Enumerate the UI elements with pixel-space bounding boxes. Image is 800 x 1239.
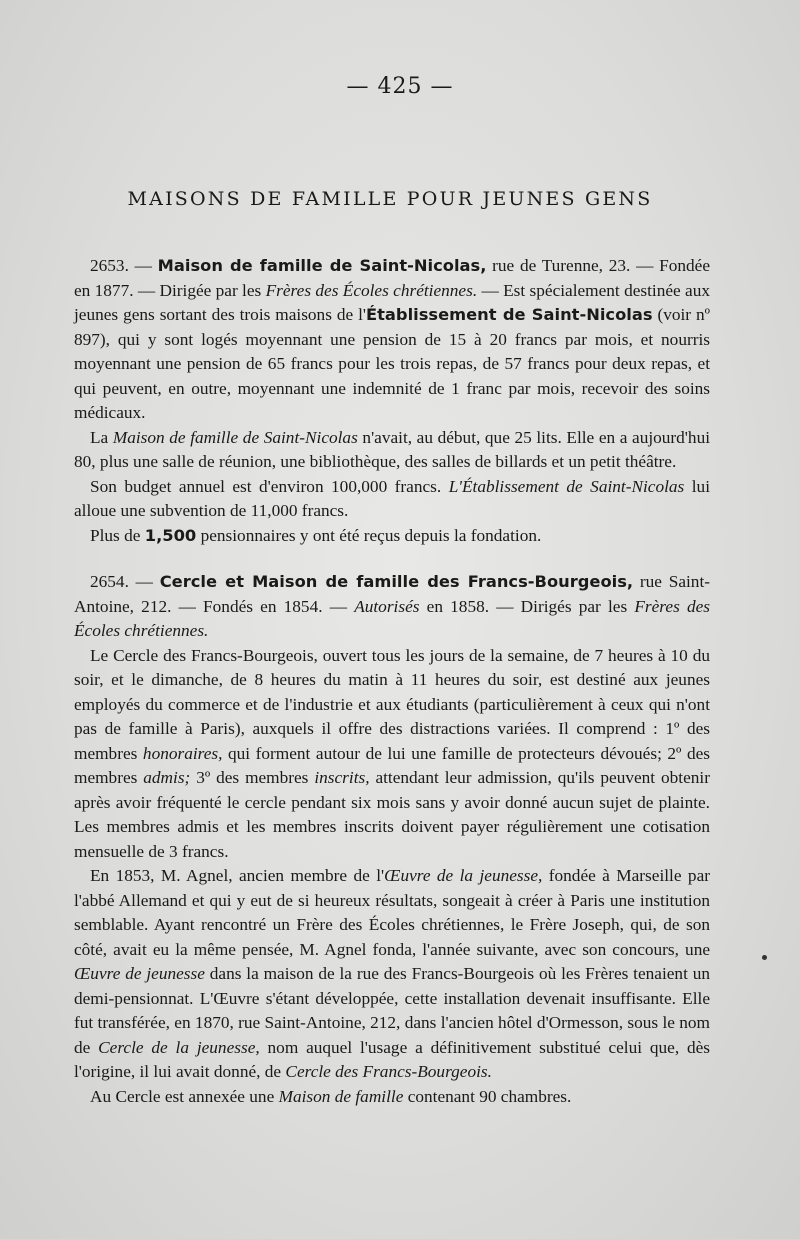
text-run: n'avait, au début, que 25 lits. Elle en a aujourd'hui 80, plus une salle de réunion, une bibliothèque, des salles de billards et un petit théâtre.	[74, 427, 711, 471]
entry-2654-paragraph-2	[74, 644, 710, 865]
entry-2654-paragraph-3	[74, 864, 710, 1085]
italic-run: Maison de famille	[278, 1086, 404, 1106]
text-run: lui alloue une subvention de 11,000 francs.	[74, 476, 710, 520]
page-number: — 425 —	[346, 74, 454, 99]
text-run: En 1853, M. Agnel, ancien membre de l'	[90, 866, 385, 885]
bold-run: Établissement de Saint-Nicolas	[366, 305, 653, 324]
italic-run: Œuvre de jeunesse	[74, 964, 205, 983]
entry-name: Maison de famille de Saint-Nicolas,	[157, 256, 487, 275]
text-run: 3º des membres	[196, 768, 309, 787]
entry-number: 2653. —	[90, 256, 152, 275]
entry-2654-paragraph-1	[74, 570, 710, 644]
text-run: (voir nº 897), qui y sont logés moyennant une pension de 15 à 20 francs par mois, et nourris moyennant une pension de 65 francs pour les trois repas, de 57 francs pour deux repas, et qui peuvent, en outre, moyennant une indemnité de 1 franc par mois, recevoir des soins médicaux.	[74, 305, 710, 422]
entry-number: 2654. —	[90, 572, 153, 591]
body-text	[74, 254, 710, 1109]
text-run: qui forment autour de lui une famille de protecteurs dévoués; 2º des membres	[74, 743, 711, 787]
entry-2653-paragraph-1	[74, 254, 710, 426]
text-run: pensionnaires y ont été reçus depuis la fondation.	[200, 525, 542, 545]
italic-run: admis;	[143, 768, 191, 787]
italic-run: Frères des Écoles chrétiennes.	[74, 596, 711, 640]
italic-run: Maison de famille de Saint-Nicolas	[112, 427, 358, 447]
entry-2653-paragraph-4	[74, 524, 710, 549]
text-run: — Est spécialement destinée aux jeunes gens sortant des trois maisons de l'	[74, 280, 710, 324]
text-run: contenant 90 chambres.	[407, 1086, 572, 1106]
text-run: La	[90, 427, 109, 447]
text-run: Au Cercle est annexée une	[90, 1086, 275, 1106]
entry-2653-paragraph-3	[74, 475, 710, 524]
text-run: nom auquel l'usage a définitivement substitué celui que, dès l'origine, il lui avait donné, de	[74, 1037, 711, 1081]
text-run: en 1858. — Dirigés par les	[426, 596, 628, 616]
italic-run: L'Établissement de Saint-Nicolas	[448, 476, 685, 496]
text-run: Son budget annuel est d'environ 100,000 francs.	[90, 476, 442, 496]
italic-run: Cercle des Francs-Bourgeois.	[285, 1062, 492, 1081]
text-run: fondée à Marseille par l'abbé Allemand et qui y eut de si heureux résultats, songeait à créer à Paris une institution semblable. Ayant rencontré un Frère des Écoles chrétiennes, le Frère Joseph, qui, de son côté, avait eu la même pensée, M. Agnel fonda, l'année suivante, avec son concours, une	[74, 866, 710, 959]
entry-2653-paragraph-2	[74, 426, 710, 475]
text-run: attendant leur admission, qu'ils peuvent obtenir après avoir fréquenté le cercle pendant six mois sans y avoir donné aucun sujet de plainte. Les membres admis et les membres inscrits doivent payer régulièrement une cotisation mensuelle de 3 francs.	[74, 768, 710, 861]
italic-run: Frères des Écoles chrétiennes.	[265, 280, 478, 300]
entry-name: Cercle et Maison de famille des Francs-Bourgeois,	[159, 572, 634, 591]
italic-run: Autorisés	[354, 596, 420, 616]
text-run: dans la maison de la rue des Francs-Bourgeois où les Frères tenaient un demi-pensionnat. L'Œuvre s'étant développée, cette installation devenait insuffisante. Elle fut transférée, en 1870, rue Saint-Antoine, 212, dans l'ancien hôtel d'Ormesson, sous le nom de	[74, 964, 710, 1057]
margin-ink-dot	[762, 955, 767, 960]
text-run: rue Saint-Antoine, 212. — Fondés en 1854. —	[74, 572, 710, 616]
section-title: MAISONS DE FAMILLE POUR JEUNES GENS	[127, 188, 653, 210]
entry-2654-paragraph-4	[74, 1085, 710, 1110]
italic-run: honoraires,	[142, 743, 223, 763]
italic-run: inscrits,	[314, 768, 370, 787]
text-run: rue de Turenne, 23. — Fondée en 1877. — Dirigée par les	[74, 256, 710, 300]
italic-run: Cercle de la jeunesse,	[98, 1037, 260, 1057]
italic-run: Œuvre de la jeunesse,	[384, 866, 543, 885]
bold-run: 1,500	[144, 525, 197, 545]
text-run: Plus de	[90, 525, 141, 545]
text-run: Le Cercle des Francs-Bourgeois, ouvert tous les jours de la semaine, de 7 heures à 10 du soir, et le dimanche, de 8 heures du matin à 11 heures du soir, est destiné aux jeunes employés du commerce et de l'industrie et aux étudiants (particulièrement à ceux qui n'ont pas de famille à Paris), auxquels il offre des distractions variées. Il comprend : 1º des membres	[74, 645, 710, 763]
